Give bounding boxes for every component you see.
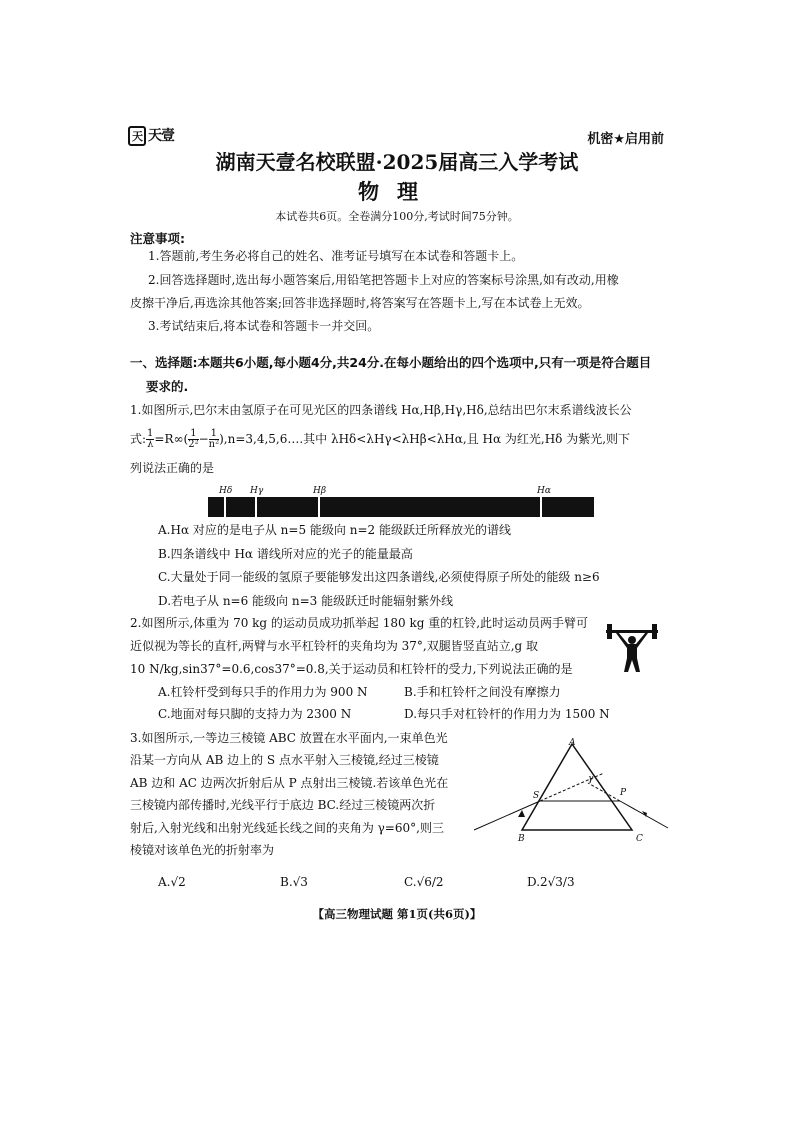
q3-option-a: A.√2 [158,875,186,889]
prism-label-a: A [569,738,576,748]
q3-stem: 棱镜对该单色光的折射率为 [130,843,275,857]
q2-option-c: C.地面对每只脚的支持力为 2300 N [158,707,352,721]
q1-formula-rest: ,n=3,4,5,6….其中 λHδ<λHγ<λHβ<λHα,且 Hα 为红光,Hδ 为紫光,则下 [223,432,631,446]
q3-option-c: C.√6/2 [404,875,444,889]
prism-label-p: P [620,788,627,798]
logo-mark-icon: 天 [128,126,146,146]
q2-option-b: B.手和杠铃杆之间没有摩擦力 [404,685,561,699]
q3-stem: 三棱镜内部传播时,光线平行于底边 BC.经过三棱镜两次折 [130,798,436,812]
note-item: 1.答题前,考生务必将自己的姓名、准考证号填写在本试卷和答题卡上。 [148,249,524,263]
prism-label-gamma: γ [588,774,594,784]
page-footer: 【高三物理试题 第1页(共6页)】 [312,907,482,921]
q3-stem: 射后,入射光线和出射光线延长线之间的夹角为 γ=60°,则三 [130,821,444,835]
spectrum-label: Hβ [313,486,327,496]
q3-stem: 3.如图所示,一等边三棱镜 ABC 放置在水平面内,一束单色光 [130,731,448,745]
q3-option-d: D.2√3/3 [527,875,575,889]
spectrum-label: Hγ [250,486,264,496]
q3-stem: 沿某一方向从 AB 边上的 S 点水平射入三棱镜,经过三棱镜 [130,753,439,767]
q1-stem-end: 列说法正确的是 [130,461,215,475]
spectral-line [224,497,226,517]
prism-label-c: C [636,834,643,844]
hydrogen-spectrum-figure [208,497,594,517]
spectrum-label: Hα [537,486,551,496]
exam-info: 本试卷共6页。全卷满分100分,考试时间75分钟。 [275,210,519,223]
q3-stem: AB 边和 AC 边两次折射后从 P 点射出三棱镜.若该单色光在 [130,776,449,790]
q1-formula-line: 式: $\frac{1}{\lambda}$ =R∞( $\frac{1}{\text{2²}}$ − $\frac{1}{\text{n²}}$ ),n=3,4,5,6….其中 λHδ<λHγ<λHβ<λHα,且 Hα 为红光,Hδ 为紫光,则下 [130,428,631,450]
q2-stem: 10 N/kg,sin37°=0.6,cos37°=0.8,关于运动员和杠铃杆的受力,下列说法正确的是 [130,662,573,676]
formula-fraction: $\frac{1}{\text{n²}}$ [208,428,220,450]
q3-option-b: B.√3 [280,875,308,889]
exam-logo [128,125,174,146]
spectral-line [318,497,320,517]
prism-label-b: B [518,834,525,844]
exam-subject: 物理 [358,180,436,204]
q1-option-d: D.若电子从 n=6 能级向 n=3 能级跃迁时能辐射紫外线 [158,594,454,608]
prism-label-s: S [533,791,540,801]
spectral-line [255,497,257,517]
spectral-line [540,497,542,517]
note-item: 2.回答选择题时,选出每小题答案后,用铅笔把答题卡上对应的答案标号涂黑,如有改动,用橡 [148,273,619,287]
q2-option-a: A.杠铃杆受到每只手的作用力为 900 N [158,685,368,699]
spectrum-label: Hδ [219,486,233,496]
section-heading-cont: 要求的. [146,379,189,394]
exam-title: 湖南天壹名校联盟·2025届高三入学考试 [215,150,579,174]
prism-figure [470,738,670,848]
q2-stem: 2.如图所示,体重为 70 kg 的运动员成功抓举起 180 kg 重的杠铃,此时运动员两手臂可 [130,616,589,630]
logo-text: 天壹 [148,128,174,144]
q1-stem: 1.如图所示,巴尔末由氢原子在可见光区的四条谱线 Hα,Hβ,Hγ,Hδ,总结出巴尔末系谱线波长公 [130,403,632,417]
q2-option-d: D.每只手对杠铃杆的作用力为 1500 N [404,707,610,721]
note-item: 皮擦干净后,再选涂其他答案;回答非选择题时,将答案写在答题卡上,写在本试卷上无效。 [130,296,590,310]
q1-formula-prefix: 式: [130,432,147,446]
notes-heading: 注意事项: [130,231,185,246]
note-item: 3.考试结束后,将本试卷和答题卡一并交回。 [148,319,380,333]
formula-fraction: $\frac{1}{\lambda}$ [147,428,154,450]
q1-option-a: A.Hα 对应的是电子从 n=5 能级向 n=2 能级跃迁所释放光的谱线 [158,523,511,537]
q1-option-c: C.大量处于同一能级的氢原子要能够发出这四条谱线,必须使得原子所处的能级 n≥6 [158,570,600,584]
formula-fraction: $\frac{1}{\text{2²}}$ [188,428,199,450]
q1-option-b: B.四条谱线中 Hα 谱线所对应的光子的能量最高 [158,547,413,561]
weightlifter-figure [606,622,658,674]
q2-stem: 近似视为等长的直杆,两臂与水平杠铃杆的夹角均为 37°,双腿皆竖直站立,g 取 [130,639,539,653]
section-heading: 一、选择题:本题共6小题,每小题4分,共24分.在每小题给出的四个选项中,只有一项是符合题目 [130,355,652,370]
confidential-label: 机密★启用前 [587,132,664,147]
